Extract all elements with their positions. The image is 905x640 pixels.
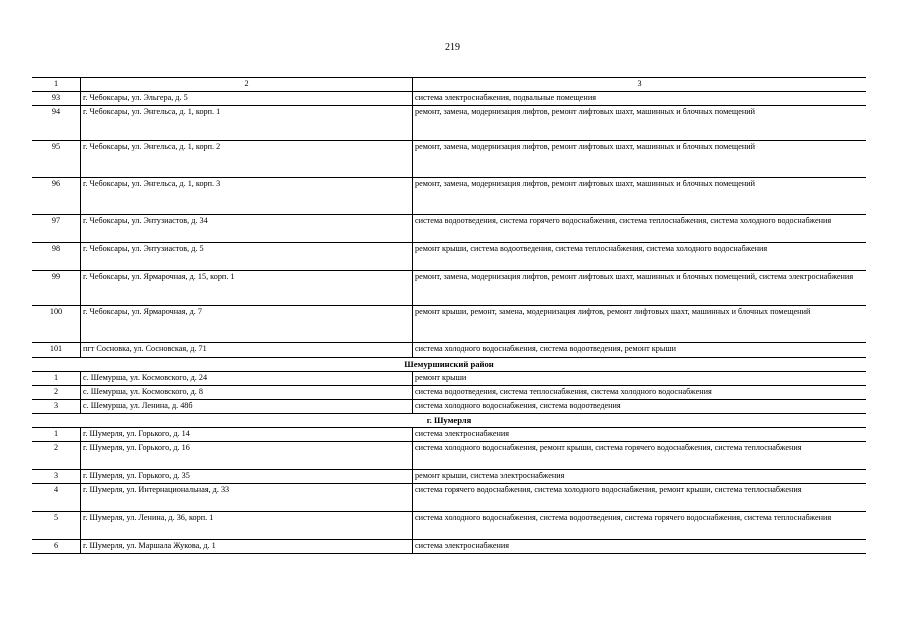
- address-cell: г. Чебоксары, ул. Ярмарочная, д. 7: [81, 305, 413, 342]
- row-number-cell: 4: [32, 483, 81, 511]
- header-cell-2: 2: [81, 78, 413, 92]
- row-number-cell: 2: [32, 385, 81, 399]
- row-number-cell: 1: [32, 371, 81, 385]
- address-cell: г. Чебоксары, ул. Эльгера, д. 5: [81, 91, 413, 105]
- address-cell: г. Шумерля, ул. Горького, д. 14: [81, 427, 413, 441]
- section-row: [32, 413, 866, 427]
- row-number-cell: 99: [32, 270, 81, 305]
- row-number-cell: 3: [32, 399, 81, 413]
- row-number-cell: 3: [32, 469, 81, 483]
- works-cell: система водоотведения, система теплоснабжения, система холодного водоснабжения: [413, 385, 867, 399]
- table-row: [32, 399, 866, 413]
- table-header-row: [32, 78, 866, 92]
- works-cell: система холодного водоснабжения, система водоотведения, ремонт крыши: [413, 342, 867, 357]
- section-title: г. Шумерля: [32, 413, 866, 427]
- row-number-cell: 2: [32, 441, 81, 469]
- row-number-cell: 94: [32, 105, 81, 140]
- table-row: [32, 427, 866, 441]
- works-cell: система холодного водоснабжения, система водоотведения, система горячего водоснабжения, система теплоснабжения: [413, 511, 867, 539]
- section-row: [32, 357, 866, 371]
- address-cell: г. Чебоксары, ул. Энгельса, д. 1, корп. 1: [81, 105, 413, 140]
- address-cell: г. Чебоксары, ул. Энтузиастов, д. 5: [81, 242, 413, 270]
- section-title: Шемуршинский район: [32, 357, 866, 371]
- works-cell: система холодного водоснабжения, ремонт крыши, система горячего водоснабжения, система теплоснабжения: [413, 441, 867, 469]
- address-cell: с. Шемурша, ул. Космовского, д. 8: [81, 385, 413, 399]
- works-cell: ремонт крыши: [413, 371, 867, 385]
- row-number-cell: 5: [32, 511, 81, 539]
- table-row: [32, 305, 866, 342]
- row-number-cell: 1: [32, 427, 81, 441]
- table-row: [32, 511, 866, 539]
- row-number-cell: 95: [32, 140, 81, 177]
- address-cell: г. Шумерля, ул. Горького, д. 16: [81, 441, 413, 469]
- address-cell: г. Чебоксары, ул. Энтузиастов, д. 34: [81, 214, 413, 242]
- table-row: [32, 242, 866, 270]
- works-cell: ремонт, замена, модернизация лифтов, ремонт лифтовых шахт, машинных и блочных помещений: [413, 105, 867, 140]
- table-row: [32, 105, 866, 140]
- works-cell: система водоотведения, система горячего водоснабжения, система теплоснабжения, система холодного водоснабжения: [413, 214, 867, 242]
- table-row: [32, 469, 866, 483]
- works-cell: ремонт, замена, модернизация лифтов, ремонт лифтовых шахт, машинных и блочных помещений: [413, 177, 867, 214]
- works-cell: система холодного водоснабжения, система водоотведения: [413, 399, 867, 413]
- works-cell: ремонт, замена, модернизация лифтов, ремонт лифтовых шахт, машинных и блочных помещений: [413, 140, 867, 177]
- works-cell: система электроснабжения: [413, 427, 867, 441]
- address-cell: г. Чебоксары, ул. Ярмарочная, д. 15, корп. 1: [81, 270, 413, 305]
- works-cell: ремонт крыши, система электроснабжения: [413, 469, 867, 483]
- works-cell: система электроснабжения: [413, 539, 867, 553]
- row-number-cell: 98: [32, 242, 81, 270]
- address-cell: г. Чебоксары, ул. Энгельса, д. 1, корп. 2: [81, 140, 413, 177]
- table-row: [32, 385, 866, 399]
- address-cell: пгт Сосновка, ул. Сосновская, д. 71: [81, 342, 413, 357]
- row-number-cell: 6: [32, 539, 81, 553]
- repair-works-table: [32, 77, 866, 554]
- works-cell: ремонт крыши, система водоотведения, система теплоснабжения, система холодного водоснабжения: [413, 242, 867, 270]
- table-row: [32, 177, 866, 214]
- works-cell: ремонт, замена, модернизация лифтов, ремонт лифтовых шахт, машинных и блочных помещений, система электроснабжения: [413, 270, 867, 305]
- address-cell: г. Шумерля, ул. Ленина, д. 36, корп. 1: [81, 511, 413, 539]
- table-body: [32, 78, 866, 554]
- works-cell: система электроснабжения, подвальные помещения: [413, 91, 867, 105]
- row-number-cell: 96: [32, 177, 81, 214]
- address-cell: г. Чебоксары, ул. Энгельса, д. 1, корп. 3: [81, 177, 413, 214]
- address-cell: с. Шемурша, ул. Космовского, д. 24: [81, 371, 413, 385]
- table-row: [32, 539, 866, 553]
- table-row: [32, 270, 866, 305]
- header-cell-3: 3: [413, 78, 867, 92]
- works-cell: ремонт крыши, ремонт, замена, модернизация лифтов, ремонт лифтовых шахт, машинных и блочных помещений: [413, 305, 867, 342]
- row-number-cell: 93: [32, 91, 81, 105]
- address-cell: г. Шумерля, ул. Интернациональная, д. 33: [81, 483, 413, 511]
- table-row: [32, 91, 866, 105]
- page-number: 219: [445, 42, 460, 53]
- row-number-cell: 101: [32, 342, 81, 357]
- row-number-cell: 100: [32, 305, 81, 342]
- address-cell: г. Шумерля, ул. Маршала Жукова, д. 1: [81, 539, 413, 553]
- table-row: [32, 342, 866, 357]
- table-row: [32, 214, 866, 242]
- table-row: [32, 371, 866, 385]
- address-cell: г. Шумерля, ул. Горького, д. 35: [81, 469, 413, 483]
- table-row: [32, 140, 866, 177]
- table-row: [32, 483, 866, 511]
- works-cell: система горячего водоснабжения, система холодного водоснабжения, ремонт крыши, система теплоснабжения: [413, 483, 867, 511]
- address-cell: с. Шемурша, ул. Ленина, д. 48б: [81, 399, 413, 413]
- row-number-cell: 97: [32, 214, 81, 242]
- header-cell-1: 1: [32, 78, 81, 92]
- table-row: [32, 441, 866, 469]
